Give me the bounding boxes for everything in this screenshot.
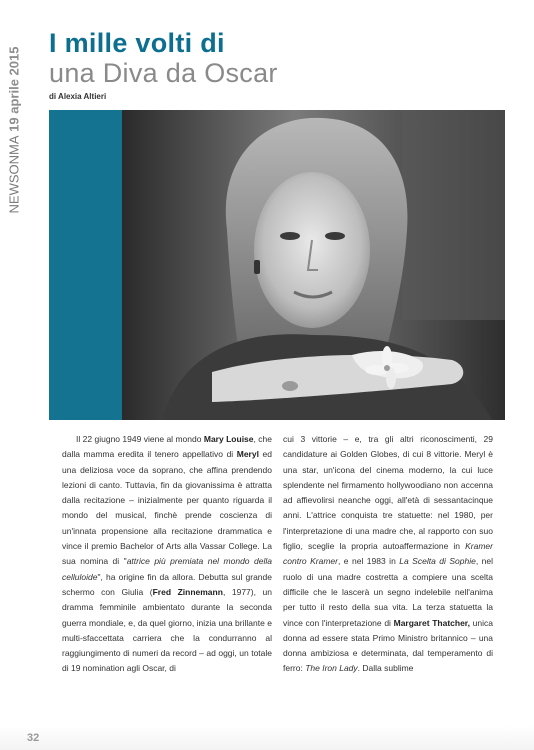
article-column-right	[283, 432, 493, 677]
left-text-0: Il 22 giugno 1949 viene al mondo	[76, 434, 204, 444]
title-line-1: I mille volti di	[49, 28, 225, 58]
right-text-8: . Dalla sublime	[357, 663, 414, 674]
right-italic-1: Kramer contro Kramer	[283, 541, 493, 567]
right-text-4: , nel ruolo di una madre costretta a compiere una scelta difficile che le lascerà un segno indelebile nell'anima per tutto il resto della sua vita. La terza statuetta la vince con l'interpretazione di	[283, 556, 493, 628]
side-publication-tag	[0, 30, 28, 230]
right-bold-5: Margaret Thatcher,	[393, 617, 470, 628]
portrait-photo	[122, 110, 505, 420]
title-line-2: una Diva da Oscar	[49, 58, 278, 88]
left-bold-1: Mary Louise	[203, 434, 254, 444]
right-text-2: , e nel 1983 in	[337, 556, 400, 567]
publication-date: 19 aprile 2015	[6, 46, 22, 132]
accent-bar	[49, 110, 122, 420]
byline: di Alexia Altieri	[49, 92, 107, 101]
left-column-text	[62, 432, 272, 677]
left-text-4: ed una deliziosa voce da soprano, che affina prendendo lezioni di canto. Tuttavia, fin da giovanissima è attratta dalla recitazione – inizialmente per quanto riguarda il mondo del musical, finchè prende coscienza di un'innata propensione alla recitazione drammatica e vince il premio Bachelor of Arts alla Vassar College. La sua nomina di "	[62, 449, 272, 567]
article-title	[49, 28, 278, 88]
right-text-6: unica donna ad essere stata Primo Ministro britannico – una donna ambiziosa e determinata, dal temperamento di ferro:	[283, 617, 493, 674]
left-bold-3: Meryl	[236, 449, 259, 460]
left-text-2: , che dalla mamma eredita il tenero appellativo di	[62, 434, 272, 460]
right-italic-3: La Scelta di Sophie	[399, 556, 476, 567]
right-text-0: cui 3 vittorie – e, tra gli altri riconoscimenti, 29 candidature ai Golden Globes, di cui 8 vittorie. Meryl è una star, un'icona del cinema moderno, la cui luce splendente nel firmamento hollywoodiano non accenna ad affievolirsi neanche oggi, all'età di sessantacinque anni. L'attrice conquista tre statuette: nel 1980, per l'interpretazione di una madre che, al rapporto con suo figlio, sceglie la propria autoaffermazione in	[283, 434, 493, 552]
page-number: 32	[27, 732, 40, 744]
publication-name: NEWSONMA	[6, 135, 22, 214]
footer-band	[0, 726, 534, 750]
right-column-text	[283, 432, 493, 677]
left-text-8: , 1977), un dramma femminile ambientato durante la seconda guerra mondiale, e, da quel giorno, inizia una brillante e multi-sfaccettata carriera che la condurranno al raggiungimento di numeri da record – ad oggi, un totale di 19 nomination agli Oscar, di	[62, 586, 273, 674]
left-italic-5: attrice più premiata nel mondo della celluloide	[62, 556, 272, 582]
left-bold-7: Fred Zinnemann	[152, 586, 223, 597]
article-column-left	[62, 432, 272, 677]
left-text-6: ", ha origine fin da allora. Debutta sul grande schermo con Giulia (	[62, 571, 272, 597]
right-italic-7: The Iron Lady	[305, 663, 358, 674]
